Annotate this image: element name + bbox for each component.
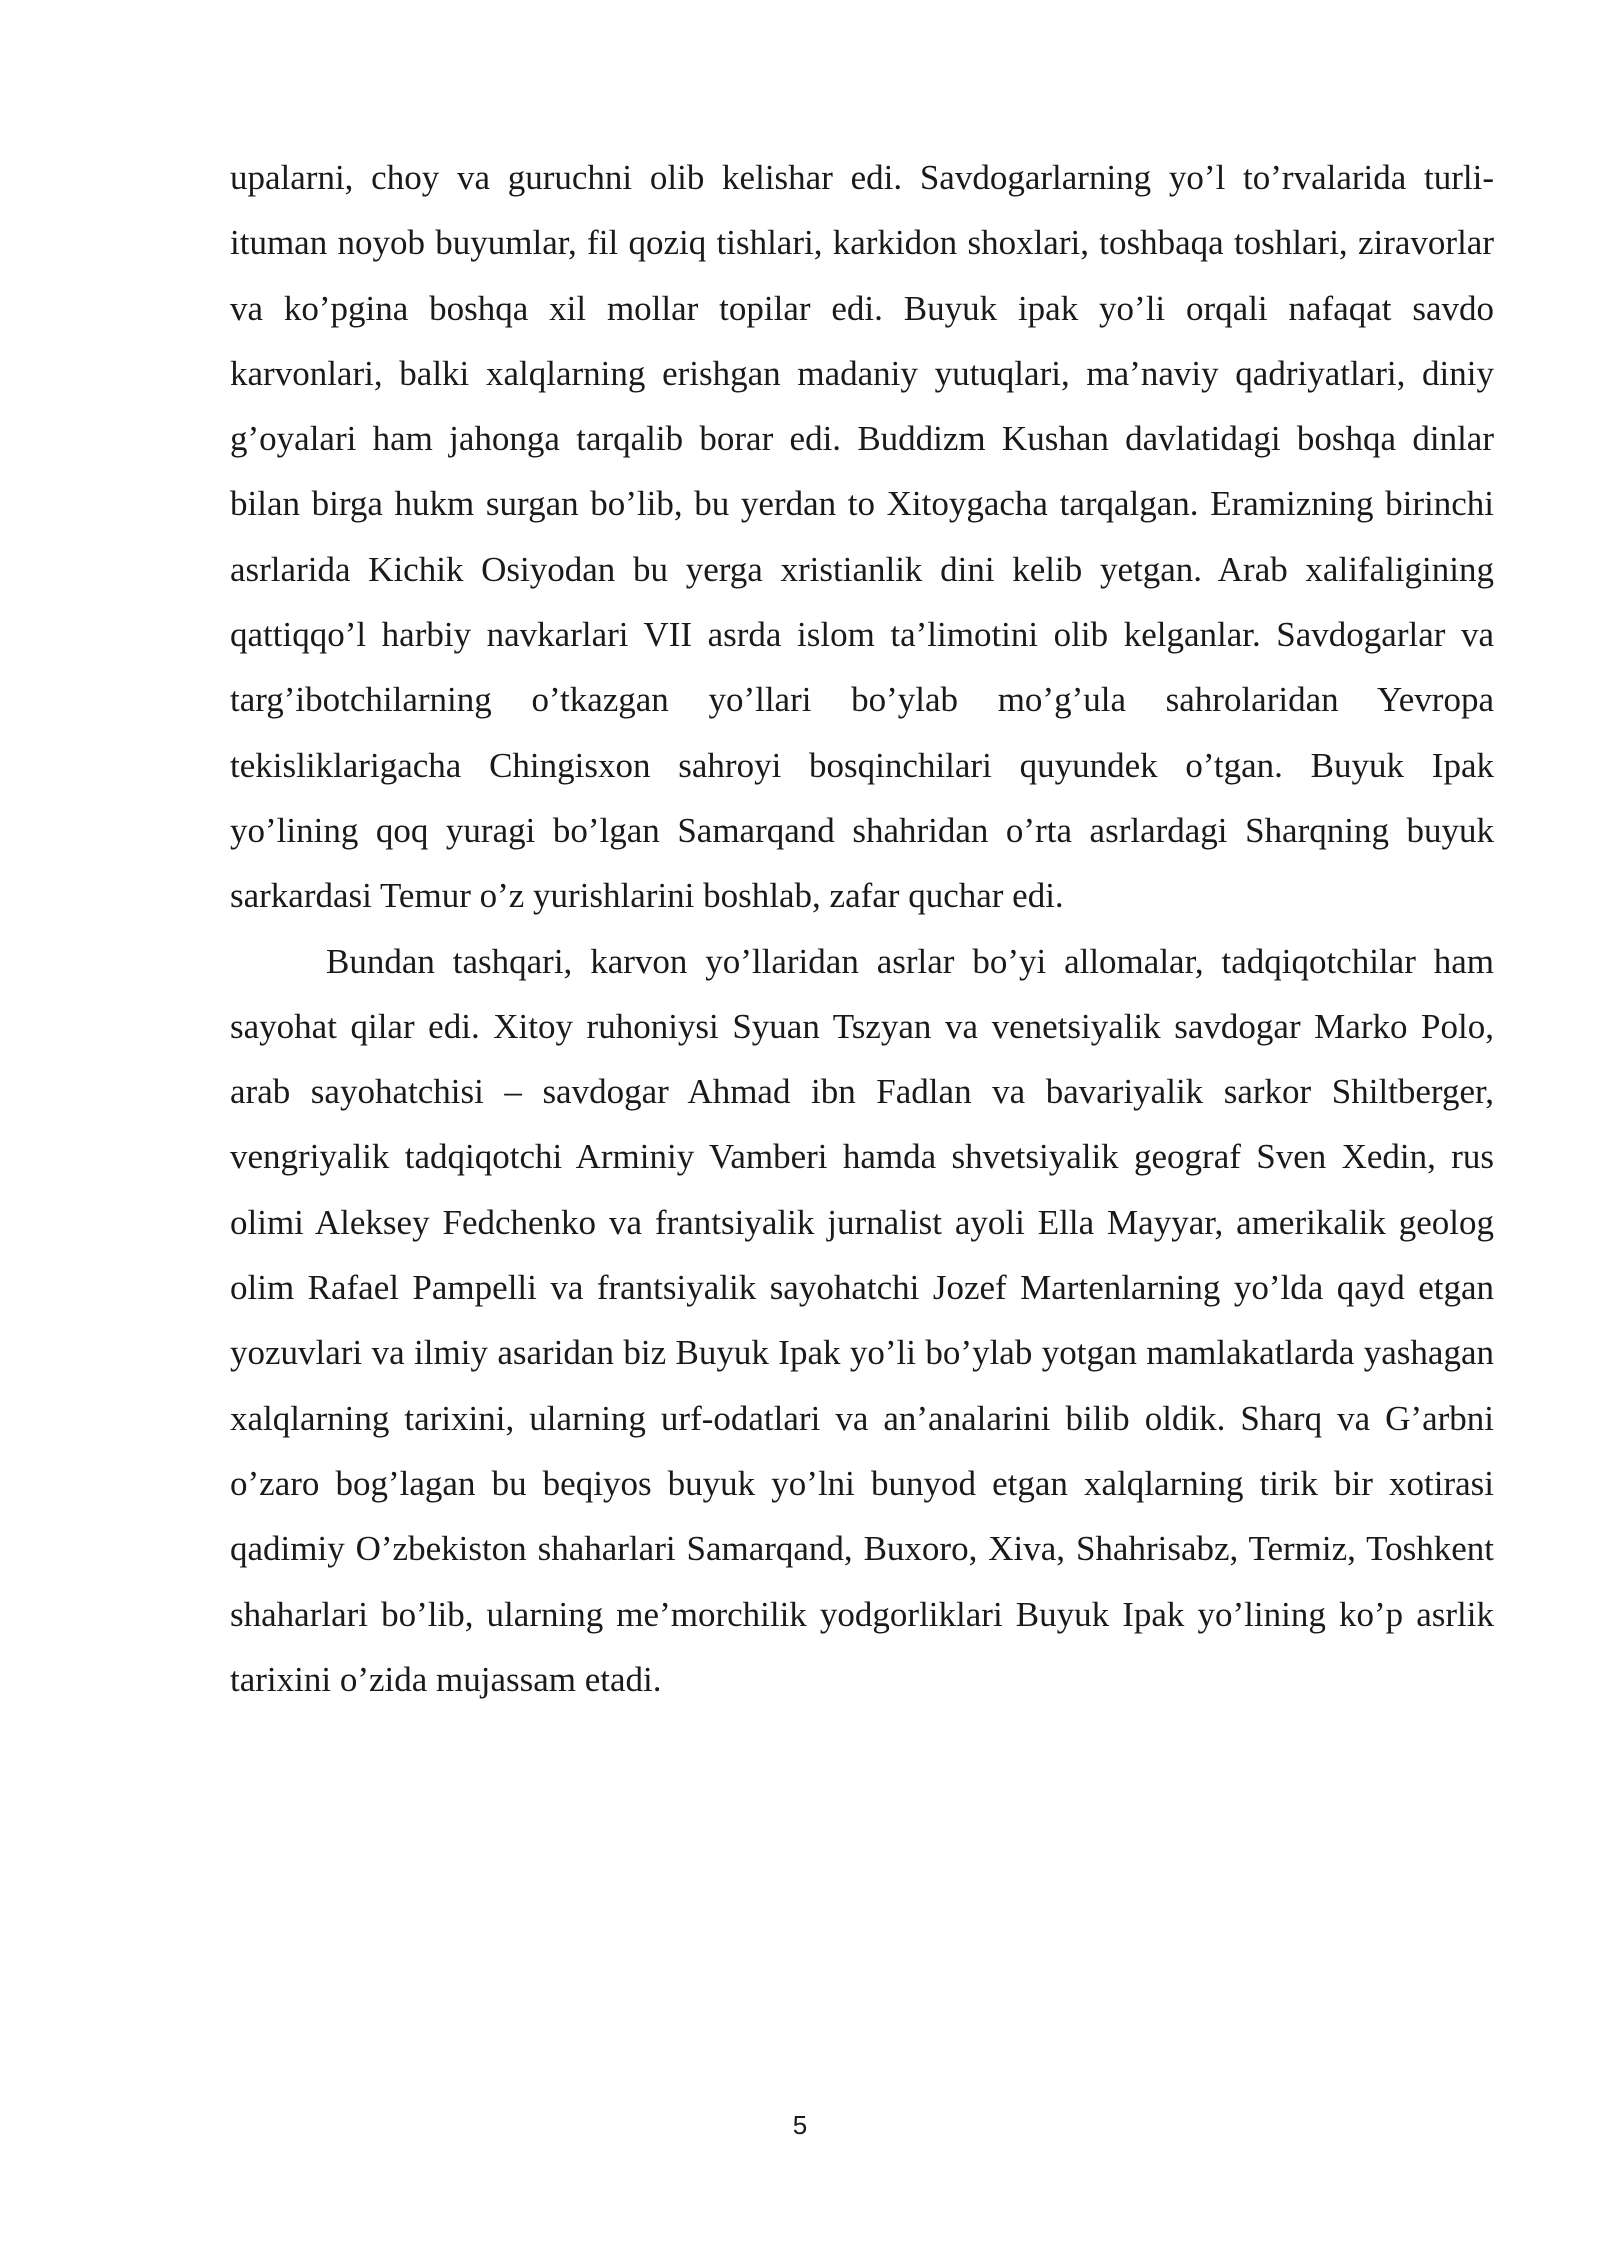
paragraph-2: Bundan tashqari, karvon yo’llaridan asrlar bo’yi allomalar, tadqiqotchilar ham sayohat qilar edi. Xitoy ruhoniysi Syuan Tszyan va venetsiyalik savdogar Marko Polo, arab sayohatchisi – savdogar Ahmad ibn Fadlan va bavariyalik sarkor Shiltberger, vengriyalik tadqiqotchi Arminiy Vamberi hamda shvetsiyalik geograf Sven Xedin, rus olimi Aleksey Fedchenko va frantsiyalik jurnalist ayoli Ella Mayyar, amerikalik geolog olim Rafael Pampelli va frantsiyalik sayohatchi Jozef Martenlarning yo’lda qayd etgan yozuvlari va ilmiy asaridan biz Buyuk Ipak yo’li bo’ylab yotgan mamlakatlarda yashagan xalqlarning tarixini, ularning urf-odatlari va an’analarini bilib oldik. Sharq va G’arbni o’zaro bog’lagan bu beqiyos buyuk yo’lni bunyod etgan xalqlarning tirik bir xotirasi qadimiy O’zbekiston shaharlari Samarqand, Buxoro, Xiva, Shahrisabz, Termiz, Toshkent shaharlari bo’lib, ularning me’morchilik yodgorliklari Buyuk Ipak yo’lining ko’p asrlik tarixini o’zida mujassam etadi. <box>230 941 1494 1699</box>
page-number: 5 <box>792 2110 808 2140</box>
paragraph-1: upalarni, choy va guruchni olib kelishar edi. Savdogarlarning yo’l to’rvalarida turli-ituman noyob buyumlar, fil qoziq tishlari, karkidon shoxlari, toshbaqa toshlari, ziravorlar va ko’pgina boshqa xil mollar topilar edi. Buyuk ipak yo’li orqali nafaqat savdo karvonlari, balki xalqlarning erishgan madaniy yutuqlari, ma’naviy qadriyatlari, diniy g’oyalari ham jahonga tarqalib borar edi. Buddizm Kushan davlatidagi boshqa dinlar bilan birga hukm surgan bo’lib, bu yerdan to Xitoygacha tarqalgan. Eramizning birinchi asrlarida Kichik Osiyodan bu yerga xristianlik dini kelib yetgan. Arab xalifaligining qattiqqo’l harbiy navkarlari VII asrda islom ta’limotini olib kelganlar. Savdogarlar va targ’ibotchilarning o’tkazgan yo’llari bo’ylab mo’g’ula sahrolaridan Yevropa tekisliklarigacha Chingisxon sahroyi bosqinchilari quyundek o’tgan. Buyuk Ipak yo’lining qoq yuragi bo’lgan Samarqand shahridan o’rta asrlardagi Sharqning buyuk sarkardasi Temur o’z yurishlarini boshlab, zafar quchar edi. <box>230 158 1494 916</box>
body-text <box>230 145 1494 1712</box>
